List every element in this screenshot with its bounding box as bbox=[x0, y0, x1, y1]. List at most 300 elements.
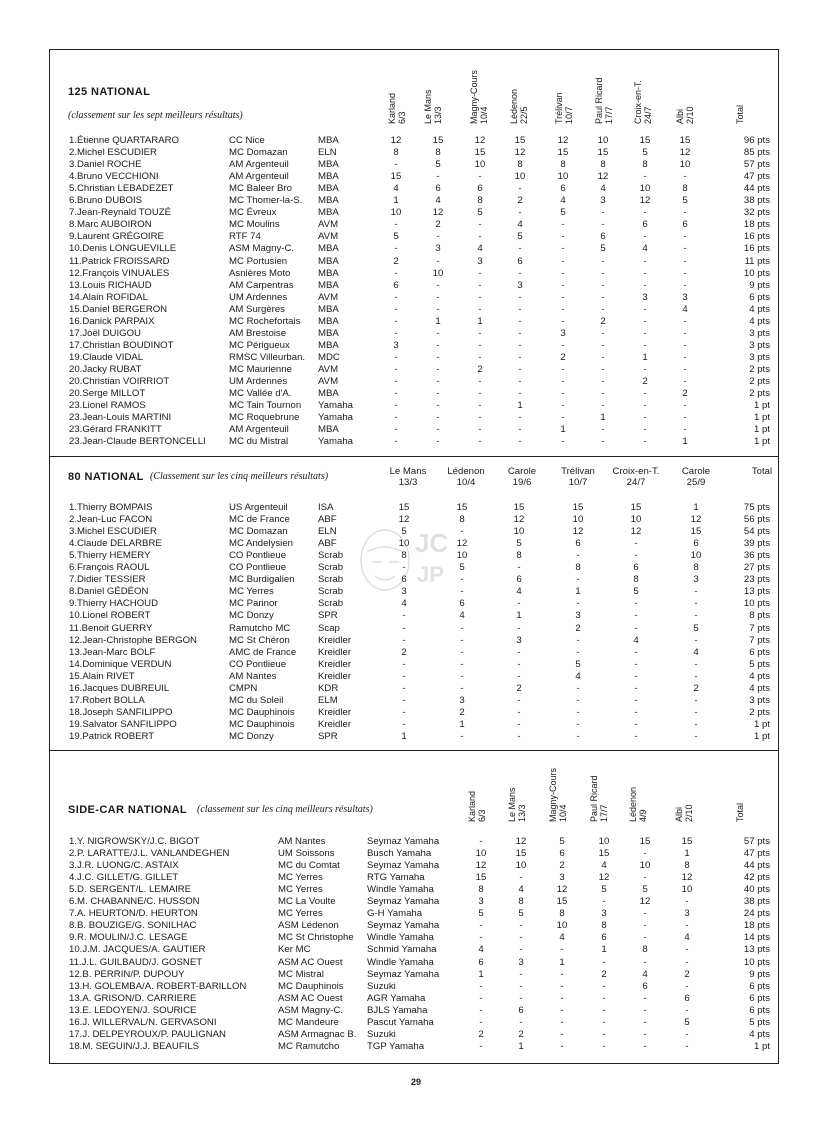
race-points: - bbox=[460, 646, 464, 658]
rider-name: 17.Christian BOUDINOT bbox=[69, 339, 174, 351]
race-points: - bbox=[576, 694, 580, 706]
race-points: 5 bbox=[642, 884, 648, 896]
rider-name: 13.Louis RICHAUD bbox=[69, 279, 152, 291]
race-points: 6 bbox=[559, 848, 565, 860]
machine-make: MBA bbox=[318, 255, 339, 267]
machine-make: AGR Yamaha bbox=[367, 992, 426, 1004]
race-points: 3 bbox=[518, 956, 524, 968]
race-points: 12 bbox=[556, 884, 568, 896]
race-points: 8 bbox=[517, 159, 523, 171]
race-points: 8 bbox=[560, 159, 566, 171]
race-points: - bbox=[394, 315, 398, 327]
race-points: - bbox=[560, 968, 564, 980]
race-points: - bbox=[694, 670, 698, 682]
race-points: 8 bbox=[477, 195, 483, 207]
machine-make: AVM bbox=[318, 376, 339, 387]
svg-text:JC: JC bbox=[415, 528, 449, 558]
total-points: 1 pt bbox=[753, 400, 770, 412]
club-name: US Argenteuil bbox=[229, 502, 288, 513]
machine-make: Busch Yamaha bbox=[367, 848, 432, 860]
race-points: 5 bbox=[477, 207, 483, 219]
total-points: 27 pts bbox=[743, 562, 770, 574]
club-name: ASM Magny-C. bbox=[229, 243, 295, 255]
race-points: 2 bbox=[477, 363, 483, 375]
machine-make: MBA bbox=[318, 315, 339, 327]
race-points: - bbox=[561, 291, 565, 303]
race-points: - bbox=[576, 646, 580, 658]
race-points: - bbox=[394, 327, 398, 339]
race-points: - bbox=[576, 634, 580, 646]
race-points: - bbox=[402, 718, 406, 730]
race-points: 4 bbox=[575, 670, 581, 682]
rider-name: 3.Michel ESCUDIER bbox=[69, 526, 157, 538]
race-points: - bbox=[394, 376, 398, 387]
total-points: 4 pts bbox=[749, 303, 770, 315]
race-points: 12 bbox=[514, 147, 526, 159]
race-points: 15 bbox=[432, 135, 444, 146]
machine-make: MDC bbox=[318, 351, 340, 363]
race-points: - bbox=[479, 1004, 483, 1016]
total-points: 11 pts bbox=[744, 255, 770, 267]
total-points: 6 pts bbox=[749, 980, 770, 992]
total-points: 10 pts bbox=[743, 598, 770, 610]
race-points: - bbox=[517, 670, 521, 682]
race-points: - bbox=[601, 400, 605, 412]
race-points: - bbox=[643, 1016, 647, 1028]
race-points: - bbox=[394, 159, 398, 171]
race-points: - bbox=[643, 872, 647, 884]
total-points: 32 pts bbox=[743, 207, 770, 219]
race-points: 8 bbox=[559, 908, 565, 920]
machine-make: MBA bbox=[318, 183, 339, 195]
club-name: AM Nantes bbox=[278, 836, 326, 847]
race-points: - bbox=[517, 562, 521, 574]
race-points: 10 bbox=[597, 135, 609, 146]
race-points: - bbox=[685, 980, 689, 992]
race-points: - bbox=[394, 424, 398, 436]
column-header: Le Mans 13/3 bbox=[423, 89, 443, 124]
club-name: MC Yerres bbox=[278, 872, 323, 884]
total-points: 56 pts bbox=[743, 514, 770, 526]
race-points: - bbox=[518, 436, 522, 448]
race-points: - bbox=[601, 207, 605, 219]
race-points: - bbox=[479, 980, 483, 992]
machine-make: ISA bbox=[318, 502, 334, 513]
race-points: - bbox=[602, 1040, 606, 1052]
machine-make: Kreidler bbox=[318, 658, 352, 670]
race-points: 8 bbox=[575, 562, 581, 574]
total-points: 1 pt bbox=[753, 730, 770, 742]
race-points: 2 bbox=[516, 682, 522, 694]
club-name: MC Dauphinois bbox=[229, 718, 295, 730]
machine-make: MBA bbox=[318, 135, 339, 146]
race-points: - bbox=[643, 908, 647, 920]
club-name: MC Maurienne bbox=[229, 363, 292, 375]
section-subtitle: (classement sur les sept meilleurs résultats) bbox=[68, 110, 243, 121]
rider-name: 23.Jean-Louis MARTINI bbox=[69, 412, 172, 424]
section-title: 80 NATIONAL bbox=[68, 471, 144, 483]
total-points: 4 pts bbox=[749, 682, 770, 694]
machine-make: AVM bbox=[318, 291, 339, 303]
race-points: 2 bbox=[435, 219, 441, 231]
rider-name: 6.M. CHABANNE/C. HUSSON bbox=[69, 896, 200, 908]
race-points: - bbox=[518, 207, 522, 219]
race-points: 1 bbox=[600, 412, 606, 424]
column-header: Paul Ricard 17/7 bbox=[589, 775, 609, 822]
race-points: 6 bbox=[642, 219, 648, 231]
race-points: 8 bbox=[518, 896, 524, 908]
race-points: 8 bbox=[516, 550, 522, 562]
race-points: - bbox=[436, 376, 440, 387]
race-points: 10 bbox=[475, 848, 487, 860]
section-title: 125 NATIONAL bbox=[68, 86, 151, 98]
column-header: Karland 6/3 bbox=[467, 790, 487, 822]
rider-name: 2.Jean-Luc FACON bbox=[69, 514, 153, 526]
rider-name: 10.J.M. JACQUES/A. GAUTIER bbox=[69, 944, 206, 956]
race-points: - bbox=[478, 303, 482, 315]
race-points: 3 bbox=[517, 279, 523, 291]
race-points: - bbox=[478, 291, 482, 303]
race-points: - bbox=[602, 1028, 606, 1040]
race-points: - bbox=[518, 315, 522, 327]
race-points: - bbox=[517, 598, 521, 610]
club-name: AM Nantes bbox=[229, 670, 277, 682]
race-points: 15 bbox=[690, 526, 702, 538]
race-points: 6 bbox=[393, 279, 399, 291]
column-header: Trélivan 10/7 bbox=[561, 466, 595, 488]
race-points: - bbox=[601, 436, 605, 448]
club-name: MC Ramutcho bbox=[278, 1040, 340, 1052]
race-points: - bbox=[694, 658, 698, 670]
total-points: 18 pts bbox=[743, 920, 770, 932]
race-points: - bbox=[643, 412, 647, 424]
race-points: - bbox=[602, 896, 606, 908]
race-points: - bbox=[460, 670, 464, 682]
total-points: 3 pts bbox=[749, 351, 770, 363]
machine-make: ABF bbox=[318, 538, 337, 550]
race-points: 2 bbox=[693, 682, 699, 694]
race-points: - bbox=[694, 730, 698, 742]
club-name: CO Pontlieue bbox=[229, 658, 287, 670]
machine-make: MBA bbox=[318, 243, 339, 255]
race-points: - bbox=[518, 243, 522, 255]
machine-make: Scrab bbox=[318, 562, 344, 574]
race-points: 6 bbox=[693, 538, 699, 550]
machine-make: Seymaz Yamaha bbox=[367, 920, 440, 932]
total-points: 6 pts bbox=[749, 646, 770, 658]
machine-make: Yamaha bbox=[318, 412, 354, 424]
rider-name: 19.Claude VIDAL bbox=[69, 351, 144, 363]
race-points: - bbox=[643, 424, 647, 436]
club-name: UM Ardennes bbox=[229, 376, 288, 387]
club-name: MC Roquebrune bbox=[229, 412, 300, 424]
race-points: - bbox=[643, 1040, 647, 1052]
club-name: MC Yerres bbox=[278, 884, 323, 896]
rider-name: 20.Christian VOIRRIOT bbox=[69, 376, 170, 387]
race-points: 12 bbox=[456, 538, 468, 550]
race-points: 1 bbox=[393, 195, 399, 207]
section-subtitle: (classement sur les cinq meilleurs résultats) bbox=[197, 804, 373, 815]
race-points: - bbox=[601, 255, 605, 267]
race-points: - bbox=[518, 339, 522, 351]
rider-name: 20.Jacky RUBAT bbox=[69, 363, 142, 375]
club-name: MC Moulins bbox=[229, 219, 280, 231]
rider-name: 8.B. BOUZIGE/G. SONILHAC bbox=[69, 920, 197, 932]
race-points: 10 bbox=[681, 884, 693, 896]
race-points: - bbox=[394, 436, 398, 448]
club-name: RMSC Villeurban. bbox=[229, 351, 306, 363]
race-points: - bbox=[634, 658, 638, 670]
race-points: - bbox=[561, 339, 565, 351]
club-name: ASM AC Ouest bbox=[278, 956, 343, 968]
race-points: - bbox=[602, 1016, 606, 1028]
race-points: - bbox=[601, 267, 605, 279]
race-points: - bbox=[643, 279, 647, 291]
race-points: - bbox=[478, 436, 482, 448]
club-name: Asnières Moto bbox=[229, 267, 291, 279]
club-name: AM Argenteuil bbox=[229, 171, 289, 183]
race-points: - bbox=[643, 267, 647, 279]
club-name: MC du Comtat bbox=[278, 860, 340, 872]
race-points: - bbox=[634, 682, 638, 694]
total-points: 2 pts bbox=[749, 376, 770, 387]
rider-name: 2.Michel ESCUDIER bbox=[69, 147, 157, 159]
race-points: 1 bbox=[435, 315, 441, 327]
club-name: MC Rochefortais bbox=[229, 315, 301, 327]
total-points: 2 pts bbox=[749, 363, 770, 375]
machine-make: MBA bbox=[318, 267, 339, 279]
column-header: Paul Ricard 17/7 bbox=[594, 77, 614, 124]
race-points: - bbox=[519, 932, 523, 944]
total-points: 7 pts bbox=[749, 622, 770, 634]
race-points: 10 bbox=[514, 171, 526, 183]
race-points: - bbox=[561, 255, 565, 267]
club-name: MC Andelysien bbox=[229, 538, 293, 550]
total-points: 4 pts bbox=[749, 315, 770, 327]
race-points: - bbox=[634, 706, 638, 718]
race-points: - bbox=[634, 550, 638, 562]
rider-name: 17.J. DELPEYROUX/P. PAULIGNAN bbox=[69, 1028, 226, 1040]
race-points: - bbox=[685, 956, 689, 968]
race-points: 1 bbox=[642, 351, 648, 363]
race-points: - bbox=[602, 956, 606, 968]
machine-make: G-H Yamaha bbox=[367, 908, 423, 920]
total-points: 96 pts bbox=[743, 135, 770, 146]
race-points: 4 bbox=[478, 944, 484, 956]
race-points: - bbox=[560, 992, 564, 1004]
machine-make: Kreidler bbox=[318, 706, 352, 718]
club-name: MC du Soleil bbox=[229, 694, 284, 706]
race-points: 4 bbox=[516, 586, 522, 598]
race-points: - bbox=[643, 932, 647, 944]
race-points: - bbox=[518, 412, 522, 424]
rider-name: 13.A. GRISON/D. CARRIERE bbox=[69, 992, 197, 1004]
race-points: - bbox=[478, 351, 482, 363]
race-points: - bbox=[436, 171, 440, 183]
race-points: - bbox=[694, 634, 698, 646]
rider-name: 9.Laurent GRÉGOIRE bbox=[69, 231, 164, 243]
race-points: 12 bbox=[398, 514, 410, 526]
race-points: 8 bbox=[682, 183, 688, 195]
club-name: MC du Mistral bbox=[229, 436, 289, 448]
race-points: 6 bbox=[600, 231, 606, 243]
club-name: MC St Chéron bbox=[229, 634, 290, 646]
race-points: 4 bbox=[477, 243, 483, 255]
race-points: - bbox=[634, 646, 638, 658]
race-points: 2 bbox=[517, 195, 523, 207]
machine-make: Windle Yamaha bbox=[367, 956, 434, 968]
race-points: 6 bbox=[682, 219, 688, 231]
machine-make: Seymaz Yamaha bbox=[367, 836, 440, 847]
race-points: - bbox=[460, 586, 464, 598]
race-points: 3 bbox=[393, 339, 399, 351]
race-points: - bbox=[436, 303, 440, 315]
rider-name: 6.François RAOUL bbox=[69, 562, 150, 574]
race-points: - bbox=[634, 694, 638, 706]
race-points: - bbox=[394, 267, 398, 279]
race-points: 4 bbox=[682, 303, 688, 315]
race-points: 6 bbox=[575, 538, 581, 550]
race-points: 3 bbox=[401, 586, 407, 598]
machine-make: MBA bbox=[318, 207, 339, 219]
club-name: Ker MC bbox=[278, 944, 311, 956]
machine-make: MBA bbox=[318, 303, 339, 315]
race-points: 1 bbox=[518, 1040, 524, 1052]
rider-name: 4.Claude DELARBRE bbox=[69, 538, 162, 550]
race-points: - bbox=[634, 610, 638, 622]
race-points: 2 bbox=[684, 968, 690, 980]
race-points: 15 bbox=[630, 502, 642, 513]
machine-make: Yamaha bbox=[318, 436, 354, 448]
race-points: - bbox=[685, 1028, 689, 1040]
race-points: - bbox=[601, 303, 605, 315]
race-points: - bbox=[601, 388, 605, 400]
total-points: 47 pts bbox=[743, 171, 770, 183]
race-points: 3 bbox=[559, 872, 565, 884]
race-points: 15 bbox=[681, 836, 693, 847]
rider-name: 14.Dominique VERDUN bbox=[69, 658, 172, 670]
total-points: 38 pts bbox=[743, 195, 770, 207]
race-points: - bbox=[517, 694, 521, 706]
race-points: - bbox=[518, 351, 522, 363]
column-header: Albi 2/10 bbox=[675, 106, 695, 124]
total-points: 13 pts bbox=[743, 944, 770, 956]
club-name: MC Dauphinois bbox=[278, 980, 344, 992]
club-name: MC Yerres bbox=[278, 908, 323, 920]
rider-name: 20.Serge MILLOT bbox=[69, 388, 146, 400]
race-points: - bbox=[478, 400, 482, 412]
machine-make: SPR bbox=[318, 730, 338, 742]
machine-make: Scrab bbox=[318, 598, 344, 610]
club-name: MC Burdigalien bbox=[229, 574, 295, 586]
race-points: - bbox=[561, 219, 565, 231]
race-points: - bbox=[402, 694, 406, 706]
race-points: 2 bbox=[459, 706, 465, 718]
total-points: 10 pts bbox=[743, 267, 770, 279]
race-points: - bbox=[683, 231, 687, 243]
total-points: 4 pts bbox=[749, 670, 770, 682]
race-points: - bbox=[561, 363, 565, 375]
race-points: 4 bbox=[560, 195, 566, 207]
club-name: CC Nice bbox=[229, 135, 265, 146]
race-points: - bbox=[643, 363, 647, 375]
race-points: 6 bbox=[478, 956, 484, 968]
race-points: 2 bbox=[601, 968, 607, 980]
race-points: 15 bbox=[474, 147, 486, 159]
column-header: Croix-en-T. 24/7 bbox=[633, 79, 653, 124]
race-points: - bbox=[643, 848, 647, 860]
race-points: 8 bbox=[684, 860, 690, 872]
race-points: 3 bbox=[575, 610, 581, 622]
race-points: 6 bbox=[633, 562, 639, 574]
race-points: - bbox=[683, 363, 687, 375]
race-points: 6 bbox=[459, 598, 465, 610]
race-points: - bbox=[460, 682, 464, 694]
race-points: - bbox=[460, 730, 464, 742]
column-header: Karland 6/3 bbox=[387, 92, 407, 124]
total-points: 6 pts bbox=[749, 992, 770, 1004]
race-points: 10 bbox=[390, 207, 402, 219]
rider-name: 4.J.C. GILLET/G. GILLET bbox=[69, 872, 179, 884]
race-points: - bbox=[576, 550, 580, 562]
club-name: AMC de France bbox=[229, 646, 297, 658]
race-points: 8 bbox=[478, 884, 484, 896]
club-name: MC Yerres bbox=[229, 586, 274, 598]
race-points: - bbox=[436, 231, 440, 243]
race-points: - bbox=[479, 1016, 483, 1028]
race-points: - bbox=[683, 255, 687, 267]
machine-make: ABF bbox=[318, 514, 337, 526]
race-points: - bbox=[561, 243, 565, 255]
race-points: 12 bbox=[690, 514, 702, 526]
race-points: 5 bbox=[633, 586, 639, 598]
race-points: 6 bbox=[684, 992, 690, 1004]
race-points: - bbox=[694, 718, 698, 730]
race-points: - bbox=[394, 303, 398, 315]
club-name: CMPN bbox=[229, 682, 258, 694]
race-points: - bbox=[519, 872, 523, 884]
race-points: 5 bbox=[693, 622, 699, 634]
rider-name: 19.Salvator SANFILIPPO bbox=[69, 718, 177, 730]
total-points: 5 pts bbox=[749, 1016, 770, 1028]
race-points: - bbox=[394, 351, 398, 363]
total-points: 42 pts bbox=[743, 872, 770, 884]
race-points: - bbox=[394, 400, 398, 412]
machine-make: MBA bbox=[318, 327, 339, 339]
rider-name: 14.Alain ROFIDAL bbox=[69, 291, 148, 303]
race-points: 1 bbox=[401, 730, 407, 742]
machine-make: Kreidler bbox=[318, 634, 352, 646]
race-points: 2 bbox=[682, 388, 688, 400]
race-points: - bbox=[694, 598, 698, 610]
race-points: 1 bbox=[575, 586, 581, 598]
race-points: 5 bbox=[684, 1016, 690, 1028]
race-points: 3 bbox=[684, 908, 690, 920]
race-points: 1 bbox=[459, 718, 465, 730]
race-points: 12 bbox=[681, 872, 693, 884]
race-points: - bbox=[576, 718, 580, 730]
race-points: 10 bbox=[474, 159, 486, 171]
machine-make: Kreidler bbox=[318, 670, 352, 682]
rider-name: 1.Y. NIGROWSKY/J.C. BIGOT bbox=[69, 836, 200, 847]
race-points: - bbox=[560, 1016, 564, 1028]
race-points: - bbox=[560, 1028, 564, 1040]
race-points: 2 bbox=[401, 646, 407, 658]
race-points: - bbox=[601, 351, 605, 363]
race-points: - bbox=[517, 730, 521, 742]
race-points: 15 bbox=[513, 502, 525, 513]
machine-make: SPR bbox=[318, 610, 338, 622]
